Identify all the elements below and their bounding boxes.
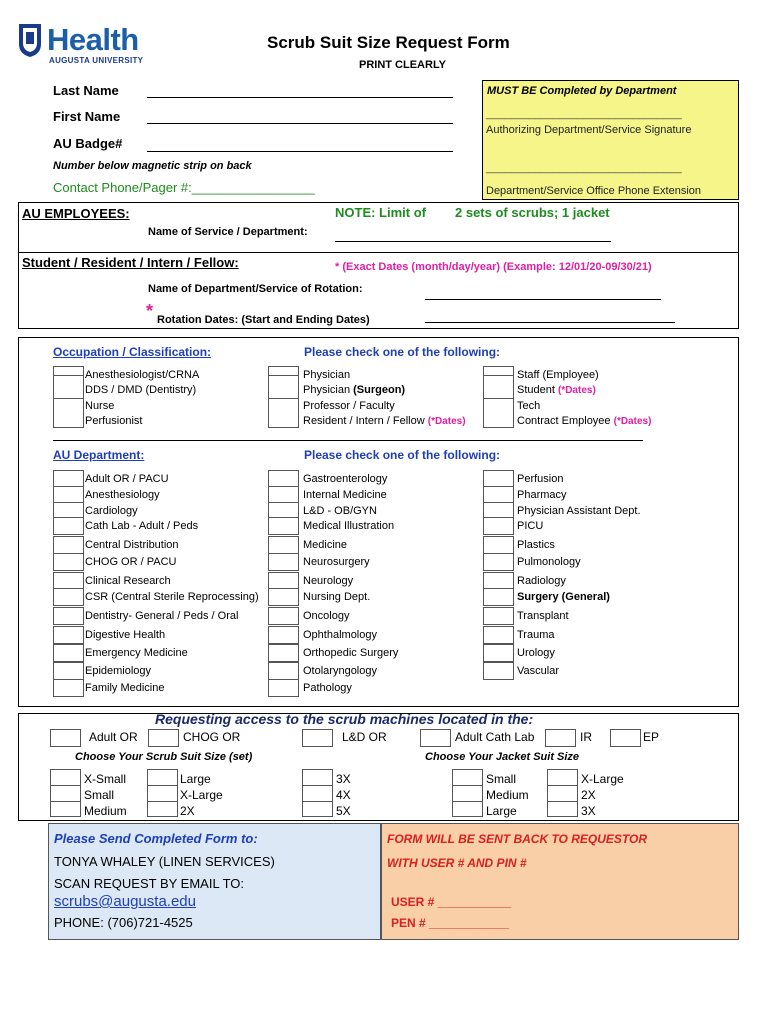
size-checkbox-group[interactable] xyxy=(452,769,483,817)
department-option: Emergency Medicine xyxy=(85,647,188,659)
department-checkbox[interactable] xyxy=(483,536,514,554)
department-checkbox[interactable] xyxy=(483,588,514,606)
checkbox-divider xyxy=(50,801,81,802)
checkbox-divider xyxy=(483,375,514,376)
department-option: Neurology xyxy=(303,575,354,587)
occupation-option xyxy=(517,401,540,412)
option-text: Contract Employee xyxy=(517,415,614,427)
department-option: Anesthesiology xyxy=(85,489,160,501)
size-option: Medium xyxy=(486,788,529,802)
send-form-box xyxy=(48,823,381,940)
option-text: Resident / Intern / Fellow xyxy=(303,415,428,427)
size-option: 4X xyxy=(336,788,351,802)
occupation-option: Anesthesiologist/CRNA xyxy=(85,369,200,381)
dates-flag: (*Dates) xyxy=(613,416,652,427)
department-option: Cardiology xyxy=(85,505,138,517)
return-form-box xyxy=(381,823,739,940)
machine-checkbox[interactable] xyxy=(545,729,576,747)
size-option: X-Small xyxy=(84,772,127,786)
department-option: Neurosurgery xyxy=(303,556,370,568)
department-option: CSR (Central Sterile Reprocessing) xyxy=(85,591,259,603)
scrub-size-heading: Choose Your Scrub Suit Size (set) xyxy=(75,751,253,763)
checkbox-divider xyxy=(452,785,483,786)
return-line-1: FORM WILL BE SENT BACK TO REQUESTOR xyxy=(387,832,648,846)
department-check-note: Please check one of the following: xyxy=(304,448,501,462)
department-option: Perfusion xyxy=(517,473,564,485)
department-checkbox[interactable] xyxy=(268,553,299,571)
occupation-option xyxy=(517,416,651,427)
checkbox-divider xyxy=(302,785,333,786)
pen-number-field[interactable]: PEN # ____________ xyxy=(391,916,510,930)
occupation-heading: Occupation / Classification: xyxy=(53,345,212,359)
checkbox-divider xyxy=(53,398,84,399)
first-name-field[interactable] xyxy=(147,123,453,124)
machine-checkbox[interactable] xyxy=(302,729,333,747)
department-heading: AU Department: xyxy=(53,448,145,462)
badge-field[interactable] xyxy=(147,151,453,152)
occupation-option xyxy=(517,385,596,396)
department-option: Pathology xyxy=(303,682,352,694)
occupation-option xyxy=(303,385,405,396)
department-option: Surgery (General) xyxy=(517,591,610,603)
machine-checkbox[interactable] xyxy=(420,729,451,747)
department-option: Internal Medicine xyxy=(303,489,387,501)
department-option: Transplant xyxy=(517,610,569,622)
checkbox-divider xyxy=(268,375,299,376)
occupation-option xyxy=(303,401,395,412)
checkbox-divider xyxy=(50,785,81,786)
department-option: Vascular xyxy=(517,665,559,677)
service-dept-field[interactable] xyxy=(335,241,611,242)
department-signature-box xyxy=(482,80,739,200)
department-option: Epidemiology xyxy=(85,665,152,677)
department-checkbox[interactable] xyxy=(53,607,84,625)
department-checkbox[interactable] xyxy=(268,626,299,644)
department-option: Dentistry- General / Peds / Oral xyxy=(85,610,239,622)
dates-flag: (*Dates) xyxy=(557,385,596,396)
option-text: Student xyxy=(517,384,558,396)
badge-label: AU Badge# xyxy=(53,136,123,151)
size-option: Large xyxy=(180,772,211,786)
checkbox-divider xyxy=(302,801,333,802)
logo xyxy=(17,22,142,70)
option-text: Physician xyxy=(303,384,354,396)
checkbox-divider xyxy=(268,398,299,399)
department-option: Pharmacy xyxy=(517,489,567,501)
department-checkbox[interactable] xyxy=(483,644,514,662)
rotation-dates-field[interactable] xyxy=(425,322,675,323)
checkbox-divider xyxy=(452,801,483,802)
size-option: Small xyxy=(486,772,517,786)
department-checkbox[interactable] xyxy=(53,626,84,644)
department-option: Gastroenterology xyxy=(303,473,388,485)
department-checkbox[interactable] xyxy=(483,662,514,680)
occupation-option xyxy=(303,370,350,381)
rotation-dates-label: Rotation Dates: (Start and Ending Dates) xyxy=(157,314,370,326)
department-option: Pulmonology xyxy=(517,556,581,568)
department-checkbox[interactable] xyxy=(483,626,514,644)
student-label: Student / Resident / Intern / Fellow: xyxy=(22,255,239,270)
send-scan: SCAN REQUEST BY EMAIL TO: xyxy=(54,876,245,891)
size-option: 3X xyxy=(336,772,351,786)
size-option: Medium xyxy=(84,804,127,818)
size-option: X-Large xyxy=(581,772,624,786)
department-checkbox[interactable] xyxy=(268,588,299,606)
checkbox-divider xyxy=(53,375,84,376)
checkbox-divider xyxy=(547,801,578,802)
signature-line[interactable]: ________________________________ xyxy=(486,108,682,120)
send-heading: Please Send Completed Form to: xyxy=(54,831,258,846)
send-phone: PHONE: (706)721-4525 xyxy=(54,915,193,930)
machine-option: Adult Cath Lab xyxy=(455,730,535,744)
department-checkbox[interactable] xyxy=(483,607,514,625)
department-option: Family Medicine xyxy=(85,682,165,694)
machine-option: Adult OR xyxy=(89,730,138,744)
department-option: Plastics xyxy=(517,539,555,551)
department-checkbox[interactable] xyxy=(268,517,299,535)
size-checkbox-group[interactable] xyxy=(547,769,578,817)
department-option: Physician Assistant Dept. xyxy=(517,505,641,517)
checkbox-divider xyxy=(547,785,578,786)
department-checkbox[interactable] xyxy=(53,536,84,554)
department-checkbox[interactable] xyxy=(268,662,299,680)
department-option: CHOG OR / PACU xyxy=(85,556,177,568)
department-option: Trauma xyxy=(517,629,555,641)
occupation-option: Nurse xyxy=(85,400,115,412)
signature-label: Authorizing Department/Service Signature xyxy=(486,124,692,136)
department-checkbox[interactable] xyxy=(483,517,514,535)
department-checkbox[interactable] xyxy=(268,607,299,625)
service-dept-label: Name of Service / Department: xyxy=(148,226,308,238)
size-checkbox-group[interactable] xyxy=(147,769,178,817)
user-number-field[interactable]: USER # ___________ xyxy=(391,895,512,909)
occupation-option xyxy=(303,416,466,427)
extension-line[interactable]: ________________________________ xyxy=(486,162,682,174)
department-option: Nursing Dept. xyxy=(303,591,371,603)
send-email-link[interactable]: scrubs@augusta.edu xyxy=(54,893,196,910)
department-option: Otolaryngology xyxy=(303,665,377,677)
department-option: Medical Illustration xyxy=(303,520,395,532)
option-text: Tech xyxy=(517,400,541,412)
form-subtitle: PRINT CLEARLY xyxy=(359,59,446,71)
machine-option: CHOG OR xyxy=(183,730,241,744)
machine-option: IR xyxy=(580,730,592,744)
department-checkbox[interactable] xyxy=(53,679,84,697)
checkbox-divider xyxy=(483,398,514,399)
department-option: PICU xyxy=(517,520,544,532)
machine-checkbox[interactable] xyxy=(610,729,641,747)
department-checkbox[interactable] xyxy=(53,553,84,571)
option-text: Physician xyxy=(303,369,351,381)
checkbox-divider xyxy=(147,801,178,802)
department-option: Oncology xyxy=(303,610,350,622)
size-option: 3X xyxy=(581,804,596,818)
size-checkbox-group[interactable] xyxy=(50,769,81,817)
rotation-dept-field[interactable] xyxy=(425,299,661,300)
size-option: 2X xyxy=(581,788,596,802)
first-name-label: First Name xyxy=(53,109,121,124)
shield-logo-icon xyxy=(17,22,43,58)
department-option: Radiology xyxy=(517,575,566,587)
department-option: Ophthalmology xyxy=(303,629,377,641)
option-emphasis: (Surgeon) xyxy=(353,384,406,396)
logo-name: Health xyxy=(47,22,139,57)
department-option: Cath Lab - Adult / Peds xyxy=(85,520,199,532)
occupation-divider xyxy=(53,440,643,441)
department-option: Urology xyxy=(517,647,555,659)
machine-checkbox[interactable] xyxy=(50,729,81,747)
option-text: Professor / Faculty xyxy=(303,400,395,412)
department-checkbox[interactable] xyxy=(53,517,84,535)
rotation-asterisk: * xyxy=(146,301,154,321)
exact-dates-note: * (Exact Dates (month/day/year) (Example: 12/01/20-09/30/21) xyxy=(335,261,652,273)
machine-option: L&D OR xyxy=(342,730,387,744)
size-option: Large xyxy=(486,804,517,818)
limit-note-b: 2 sets of scrubs; 1 jacket xyxy=(455,205,610,220)
badge-note: Number below magnetic strip on back xyxy=(53,160,252,172)
department-option: Medicine xyxy=(303,539,348,551)
occupation-option: Perfusionist xyxy=(85,415,143,427)
section-divider xyxy=(18,252,739,253)
jacket-size-heading: Choose Your Jacket Suit Size xyxy=(425,751,580,763)
return-line-2: WITH USER # AND PIN # xyxy=(387,856,527,870)
department-checkbox[interactable] xyxy=(268,679,299,697)
department-option: Adult OR / PACU xyxy=(85,473,169,485)
machines-heading: Requesting access to the scrub machines located in the: xyxy=(155,711,534,727)
size-option: 2X xyxy=(180,804,195,818)
department-checkbox[interactable] xyxy=(268,536,299,554)
last-name-label: Last Name xyxy=(53,83,119,98)
send-name: TONYA WHALEY (LINEN SERVICES) xyxy=(54,854,275,869)
extension-label: Department/Service Office Phone Extension xyxy=(486,185,702,197)
au-employees-label: AU EMPLOYEES: xyxy=(22,206,130,221)
option-text: Staff (Employee) xyxy=(517,369,599,381)
department-checkbox[interactable] xyxy=(53,662,84,680)
contact-phone-field[interactable]: Contact Phone/Pager #:_________________ xyxy=(53,180,315,195)
occupation-option: DDS / DMD (Dentistry) xyxy=(85,384,197,396)
department-option: L&D - OB/GYN xyxy=(303,505,377,517)
department-checkbox[interactable] xyxy=(483,553,514,571)
department-option: Orthopedic Surgery xyxy=(303,647,399,659)
logo-subtitle: AUGUSTA UNIVERSITY xyxy=(49,56,144,65)
size-option: 5X xyxy=(336,804,351,818)
size-checkbox-group[interactable] xyxy=(302,769,333,817)
department-option: Clinical Research xyxy=(85,575,171,587)
machine-option: EP xyxy=(643,730,660,744)
department-option: Digestive Health xyxy=(85,629,166,641)
department-option: Central Distribution xyxy=(85,539,179,551)
department-checkbox[interactable] xyxy=(53,588,84,606)
machine-checkbox[interactable] xyxy=(148,729,179,747)
occupation-option xyxy=(517,370,599,381)
rotation-dept-label: Name of Department/Service of Rotation: xyxy=(148,283,363,295)
dept-box-heading: MUST BE Completed by Department xyxy=(487,85,677,97)
dates-flag: (*Dates) xyxy=(427,416,466,427)
department-checkbox[interactable] xyxy=(53,644,84,662)
occupation-check-note: Please check one of the following: xyxy=(304,345,501,359)
limit-note-a: NOTE: Limit of xyxy=(335,205,426,220)
department-checkbox[interactable] xyxy=(268,644,299,662)
size-option: Small xyxy=(84,788,115,802)
size-option: X-Large xyxy=(180,788,223,802)
last-name-field[interactable] xyxy=(147,97,453,98)
checkbox-divider xyxy=(147,785,178,786)
form-title: Scrub Suit Size Request Form xyxy=(267,33,510,52)
